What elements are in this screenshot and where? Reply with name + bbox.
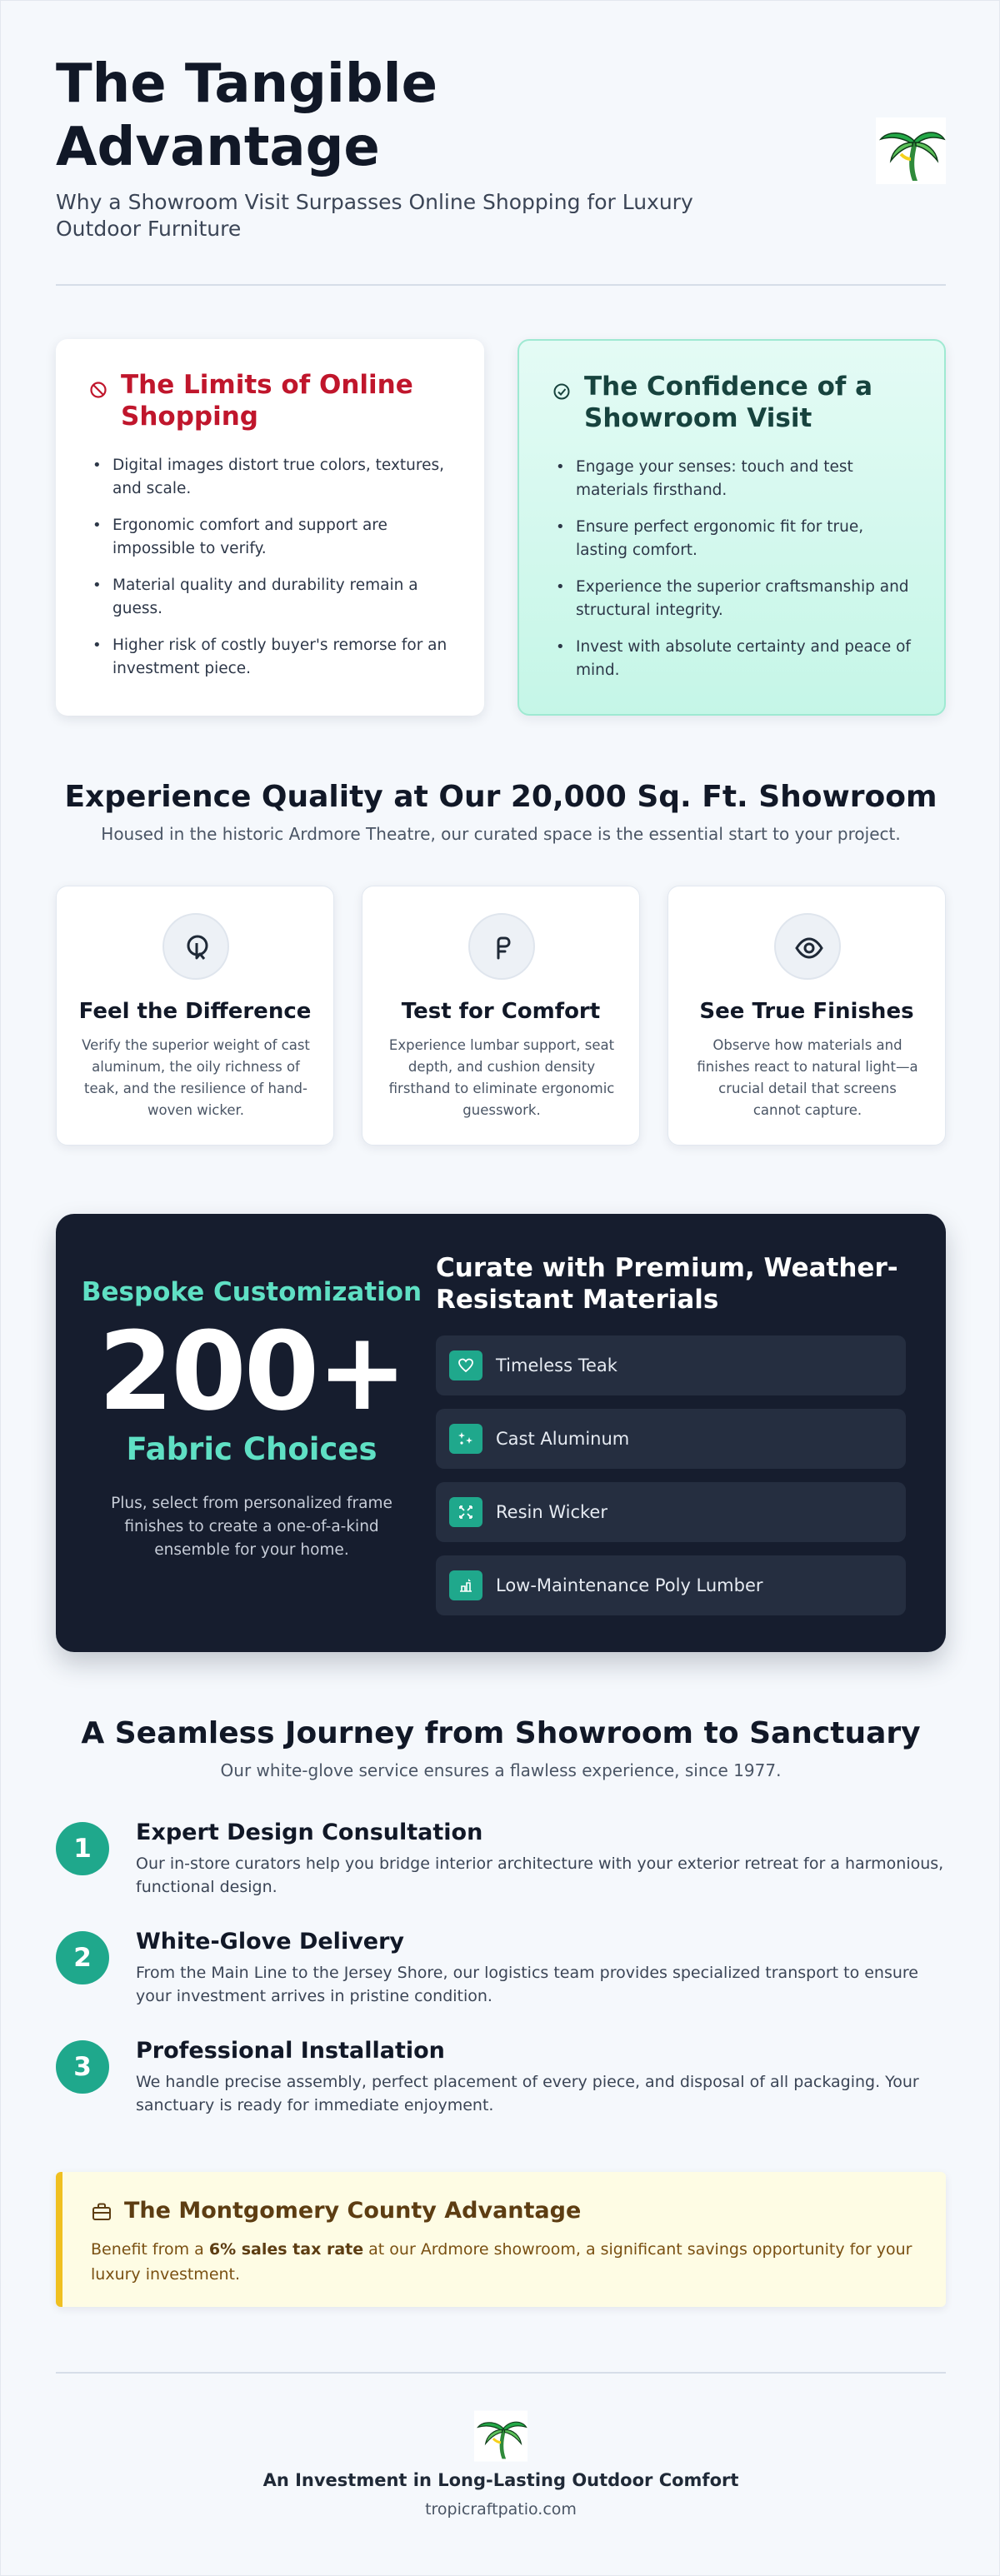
fabric-count: 200+ bbox=[98, 1308, 406, 1435]
header bbox=[56, 1, 946, 286]
step-text: We handle precise assembly, perfect placement of every piece, and disposal of all packaging. Your sanctuary is ready for immediate enjoyment. bbox=[136, 2073, 919, 2114]
journey-step bbox=[56, 1928, 946, 2028]
material-item-poly bbox=[436, 1555, 906, 1615]
list-item: • Experience the superior craftsmanship and structural integrity. bbox=[552, 576, 914, 622]
material-item-aluminum bbox=[436, 1409, 906, 1469]
eye-icon bbox=[794, 933, 824, 963]
feature-title: Test for Comfort bbox=[401, 999, 601, 1024]
material-label: Low-Maintenance Poly Lumber bbox=[496, 1575, 763, 1595]
feature-card-comfort bbox=[362, 886, 640, 1146]
journey-subtitle: Our white-glove service ensures a flawless experience, since 1977. bbox=[220, 1760, 782, 1780]
fabric-label: Fabric Choices bbox=[126, 1431, 378, 1467]
customization-kicker: Bespoke Customization bbox=[81, 1277, 422, 1307]
leaf-heart-icon bbox=[458, 1357, 474, 1374]
showroom-confidence-card bbox=[518, 339, 946, 716]
step-title: White-Glove Delivery bbox=[136, 1929, 405, 1954]
check-circle-icon bbox=[552, 382, 571, 401]
online-limits-card bbox=[56, 339, 484, 716]
footer-divider bbox=[56, 2372, 946, 2374]
callout-title: The Montgomery County Advantage bbox=[124, 2198, 582, 2224]
palm-tree-logo-icon bbox=[876, 117, 946, 184]
showroom-confidence-title: The Confidence of a Showroom Visit bbox=[584, 372, 873, 433]
touch-icon bbox=[182, 933, 212, 963]
showroom-subtitle: Housed in the historic Ardmore Theatre, our curated space is the essential start to your project. bbox=[101, 824, 901, 844]
list-item: • Ergonomic comfort and support are impossible to verify. bbox=[89, 514, 454, 561]
feature-text: Observe how materials and finishes react to natural light—a crucial detail that screens cannot capture. bbox=[697, 1037, 918, 1118]
footer-tagline: An Investment in Long-Lasting Outdoor Comfort bbox=[262, 2470, 739, 2490]
journey-title: A Seamless Journey from Showroom to Sanctuary bbox=[81, 1716, 921, 1750]
online-limits-title: The Limits of Online Shopping bbox=[121, 370, 413, 432]
material-item-wicker bbox=[436, 1482, 906, 1542]
page-subtitle: Why a Showroom Visit Surpasses Online Shopping for Luxury Outdoor Furniture bbox=[56, 190, 693, 241]
comparison-section bbox=[56, 339, 946, 716]
step-number: 1 bbox=[56, 1822, 109, 1875]
step-text: Our in-store curators help you bridge interior architecture with your exterior retreat for a harmonious, functional design. bbox=[136, 1855, 944, 1896]
step-title: Expert Design Consultation bbox=[136, 1820, 483, 1845]
material-item-teak bbox=[436, 1335, 906, 1395]
material-label: Resin Wicker bbox=[496, 1502, 608, 1522]
feature-title: Feel the Difference bbox=[78, 999, 312, 1024]
feature-text: Experience lumbar support, seat depth, and cushion density firsthand to eliminate ergonomic guesswork. bbox=[388, 1037, 615, 1118]
chair-icon bbox=[488, 933, 518, 963]
list-item: • Higher risk of costly buyer's remorse for an investment piece. bbox=[89, 634, 454, 681]
sparkle-icon bbox=[458, 1430, 474, 1447]
footer-site-link[interactable]: tropicraftpatio.com bbox=[425, 2500, 577, 2519]
materials-block bbox=[436, 1252, 906, 1629]
callout-text bbox=[91, 2237, 924, 2287]
step-number: 2 bbox=[56, 1931, 109, 1984]
list-item: • Material quality and durability remain a guess. bbox=[89, 574, 454, 621]
list-item: • Ensure perfect ergonomic fit for true, lasting comfort. bbox=[552, 516, 914, 562]
tax-rate-highlight: 6% sales tax rate bbox=[208, 2240, 364, 2259]
materials-list bbox=[436, 1335, 906, 1615]
palm-tree-logo-icon bbox=[474, 2410, 528, 2462]
weave-icon bbox=[458, 1504, 474, 1520]
step-title: Professional Installation bbox=[136, 2038, 445, 2064]
list-item: • Engage your senses: touch and test materials firsthand. bbox=[552, 456, 914, 502]
journey-step bbox=[56, 1819, 946, 1919]
material-label: Cast Aluminum bbox=[496, 1429, 630, 1449]
step-number: 3 bbox=[56, 2040, 109, 2094]
recycle-icon bbox=[458, 1577, 474, 1594]
callout-text-tail: at our Ardmore showroom, a significant savings opportunity for your luxury investment. bbox=[91, 2240, 912, 2284]
feature-title: See True Finishes bbox=[699, 999, 914, 1024]
showroom-title: Experience Quality at Our 20,000 Sq. Ft. Showroom bbox=[64, 780, 938, 814]
online-limits-list bbox=[89, 454, 454, 681]
tax-advantage-callout bbox=[56, 2172, 946, 2307]
journey-steps bbox=[56, 1819, 946, 2127]
step-text: From the Main Line to the Jersey Shore, our logistics team provides specialized transport to ensure your investment arrives in pristine condition. bbox=[136, 1964, 918, 2005]
feature-card-feel bbox=[56, 886, 334, 1146]
customization-panel bbox=[56, 1214, 946, 1652]
fabric-highlight bbox=[72, 1277, 431, 1562]
material-label: Timeless Teak bbox=[496, 1355, 618, 1375]
prohibited-icon bbox=[89, 381, 108, 399]
customization-note: Plus, select from personalized frame finishes to create a one-of-a-kind ensemble for your home. bbox=[111, 1495, 392, 1559]
briefcase-icon bbox=[91, 2202, 112, 2222]
journey-step bbox=[56, 2037, 946, 2137]
feature-text: Verify the superior weight of cast aluminum, the oily richness of teak, and the resilience of hand-woven wicker. bbox=[82, 1037, 310, 1118]
materials-title: Curate with Premium, Weather-Resistant Materials bbox=[436, 1253, 898, 1315]
list-item: • Invest with absolute certainty and peace of mind. bbox=[552, 636, 914, 682]
page-title: The Tangible Advantage bbox=[56, 53, 438, 178]
features-row bbox=[56, 886, 946, 1146]
header-divider bbox=[56, 284, 946, 286]
feature-card-finishes bbox=[668, 886, 946, 1146]
list-item: • Digital images distort true colors, textures, and scale. bbox=[89, 454, 454, 501]
showroom-confidence-list bbox=[552, 456, 914, 682]
callout-text-lead: Benefit from a bbox=[91, 2240, 209, 2259]
